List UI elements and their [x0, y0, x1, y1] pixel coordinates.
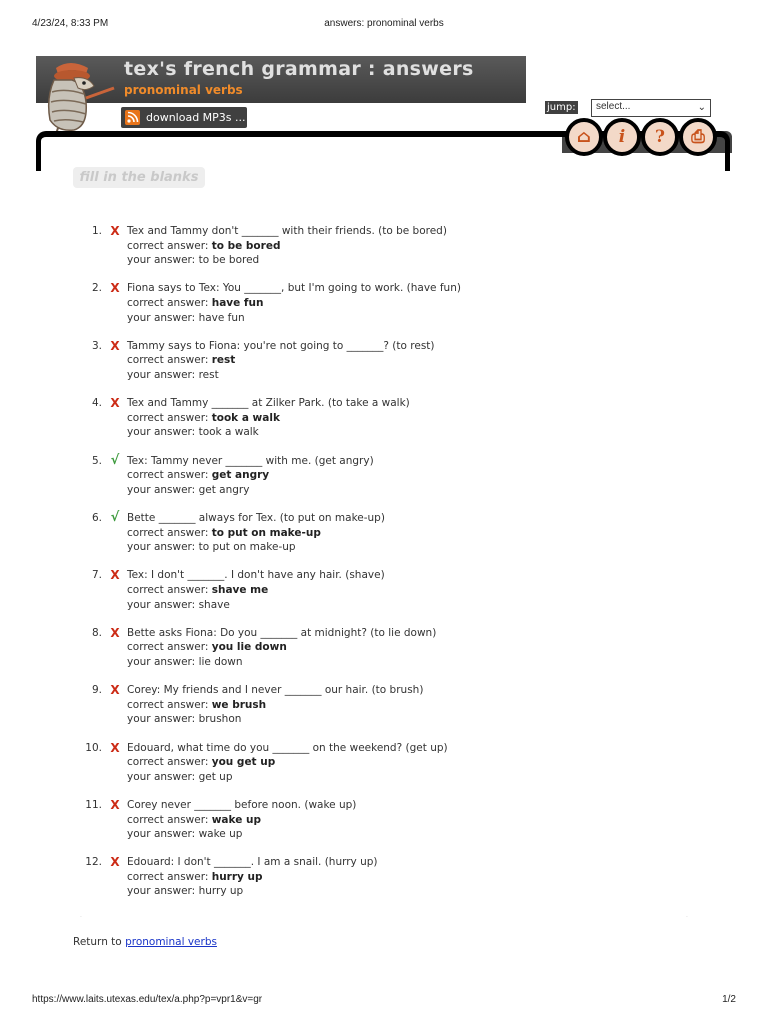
your-answer-line — [127, 368, 219, 383]
wrong-x-icon: X — [110, 338, 120, 353]
correct-answer-label: correct answer: — [127, 296, 209, 309]
correct-answer-value: have fun — [211, 296, 264, 309]
checkmark-icon: √ — [110, 452, 120, 468]
question-number: 2. — [91, 282, 102, 295]
your-answer-label: your answer: — [127, 713, 196, 726]
correct-answer-line — [127, 239, 280, 254]
question-text: Fiona says to Tex: You _______, but I'm going to work. (have fun) — [127, 282, 461, 295]
wrong-x-icon: X — [110, 396, 120, 411]
correct-answer-label: correct answer: — [127, 583, 209, 596]
question-text: Corey: My friends and I never _______ our hair. (to brush) — [127, 684, 424, 697]
your-answer-line — [127, 425, 259, 440]
answer-item — [80, 511, 700, 568]
your-answer-label: your answer: — [127, 254, 196, 267]
correct-answer-line — [127, 468, 269, 483]
your-answer-line — [127, 311, 245, 326]
your-answer-line — [127, 483, 249, 498]
your-answer-label: your answer: — [127, 885, 196, 898]
print-button[interactable] — [679, 118, 717, 156]
divider-dot: · — [80, 914, 82, 921]
divider-dot: · — [686, 914, 688, 921]
correct-answer-label: correct answer: — [127, 813, 209, 826]
correct-answer-line — [127, 296, 263, 311]
your-answer-value: brushon — [198, 713, 242, 726]
your-answer-label: your answer: — [127, 541, 196, 554]
correct-answer-label: correct answer: — [127, 469, 209, 482]
question-text: Edouard, what time do you _______ on the weekend? (get up) — [127, 741, 448, 754]
your-answer-value: get angry — [198, 483, 250, 496]
your-answer-value: took a walk — [198, 426, 259, 439]
your-answer-label: your answer: — [127, 311, 196, 324]
correct-answer-value: to put on make-up — [211, 526, 321, 539]
chevron-down-icon: ⌄ — [697, 102, 706, 113]
print-url: https://www.laits.utexas.edu/tex/a.php?p=vpr1&v=gr — [32, 994, 263, 1005]
question-text: Tex: Tammy never _______ with me. (get angry) — [127, 454, 374, 467]
correct-answer-line — [127, 353, 235, 368]
your-answer-line — [127, 770, 232, 785]
your-answer-line — [127, 540, 296, 555]
your-answer-label: your answer: — [127, 483, 196, 496]
question-text: Tex and Tammy _______ at Zilker Park. (to take a walk) — [127, 397, 410, 410]
jump-select[interactable] — [591, 99, 711, 117]
answer-item — [80, 683, 700, 740]
jump-selected-value: select... — [596, 101, 631, 112]
wrong-x-icon: X — [110, 740, 120, 755]
correct-answer-value: to be bored — [211, 239, 281, 252]
correct-answer-line — [127, 526, 321, 541]
your-answer-value: to put on make-up — [198, 541, 296, 554]
page-subtitle: pronominal verbs — [124, 83, 243, 97]
your-answer-line — [127, 253, 259, 268]
answer-list — [80, 224, 700, 913]
answer-item — [80, 224, 700, 281]
your-answer-label: your answer: — [127, 368, 196, 381]
tex-mascot-logo — [36, 58, 116, 134]
question-number: 4. — [91, 397, 102, 410]
correct-answer-label: correct answer: — [127, 756, 209, 769]
home-button[interactable] — [565, 118, 603, 156]
correct-answer-label: correct answer: — [127, 411, 209, 424]
question-number: 8. — [91, 626, 102, 639]
question-number: 3. — [91, 339, 102, 352]
question-number: 11. — [85, 798, 102, 811]
correct-answer-label: correct answer: — [127, 354, 209, 367]
your-answer-label: your answer: — [127, 770, 196, 783]
your-answer-value: rest — [198, 368, 219, 381]
return-line — [73, 936, 217, 948]
info-button[interactable] — [603, 118, 641, 156]
correct-answer-label: correct answer: — [127, 526, 209, 539]
your-answer-value: shave — [198, 598, 230, 611]
correct-answer-value: shave me — [211, 583, 269, 596]
checkmark-icon: √ — [110, 509, 120, 525]
your-answer-line — [127, 827, 242, 842]
answer-item — [80, 626, 700, 683]
jump-label: jump: — [547, 102, 576, 113]
your-answer-line — [127, 598, 230, 613]
your-answer-value: lie down — [198, 655, 243, 668]
correct-answer-label: correct answer: — [127, 641, 209, 654]
question-number: 7. — [91, 569, 102, 582]
your-answer-label: your answer: — [127, 828, 196, 841]
answer-item — [80, 568, 700, 625]
question-number: 9. — [91, 684, 102, 697]
question-number: 6. — [91, 511, 102, 524]
answer-item — [80, 454, 700, 511]
correct-answer-value: we brush — [211, 698, 267, 711]
download-mp3s-label: download MP3s ... — [146, 111, 246, 124]
answer-item — [80, 741, 700, 798]
your-answer-value: to be bored — [198, 254, 260, 267]
return-link[interactable]: pronominal verbs — [125, 936, 217, 948]
site-title: tex's french grammar : answers — [124, 58, 474, 80]
answer-item — [80, 281, 700, 338]
correct-answer-value: you get up — [211, 756, 276, 769]
wrong-x-icon: X — [110, 625, 120, 640]
question-text: Bette _______ always for Tex. (to put on make-up) — [127, 511, 385, 524]
answer-item — [80, 339, 700, 396]
correct-answer-label: correct answer: — [127, 239, 209, 252]
wrong-x-icon: X — [110, 568, 120, 583]
print-page-title: answers: pronominal verbs — [324, 18, 444, 29]
question-text: Tex: I don't _______. I don't have any hair. (shave) — [127, 569, 385, 582]
correct-answer-value: rest — [211, 354, 236, 367]
correct-answer-line — [127, 640, 287, 655]
wrong-x-icon: X — [110, 797, 120, 812]
your-answer-value: wake up — [198, 828, 243, 841]
section-title: fill in the blanks — [73, 167, 205, 188]
answer-item — [80, 798, 700, 855]
question-text: Bette asks Fiona: Do you _______ at midnight? (to lie down) — [127, 626, 437, 639]
your-answer-value: get up — [198, 770, 233, 783]
your-answer-label: your answer: — [127, 655, 196, 668]
question-text: Tammy says to Fiona: you're not going to _______? (to rest) — [127, 339, 435, 352]
your-answer-label: your answer: — [127, 598, 196, 611]
correct-answer-value: took a walk — [211, 411, 280, 424]
correct-answer-line — [127, 813, 261, 828]
info-icon: i — [618, 127, 626, 147]
your-answer-value: have fun — [198, 311, 245, 324]
correct-answer-line — [127, 411, 280, 426]
correct-answer-line — [127, 870, 263, 885]
your-answer-line — [127, 655, 243, 670]
rss-icon — [125, 110, 140, 125]
wrong-x-icon: X — [110, 855, 120, 870]
correct-answer-value: wake up — [211, 813, 261, 826]
print-datetime: 4/23/24, 8:33 PM — [32, 18, 109, 29]
correct-answer-line — [127, 698, 266, 713]
wrong-x-icon: X — [110, 224, 120, 238]
print-header — [32, 18, 736, 32]
home-icon: ⌂ — [576, 127, 592, 147]
correct-answer-value: hurry up — [211, 870, 263, 883]
correct-answer-value: get angry — [211, 469, 270, 482]
your-answer-value: hurry up — [198, 885, 244, 898]
your-answer-line — [127, 884, 243, 899]
correct-answer-value: you lie down — [211, 641, 287, 654]
question-number: 1. — [91, 225, 102, 237]
question-number: 12. — [85, 856, 102, 869]
print-footer — [32, 994, 736, 1008]
wrong-x-icon: X — [110, 683, 120, 698]
correct-answer-line — [127, 755, 275, 770]
correct-answer-line — [127, 583, 268, 598]
question-number: 5. — [91, 454, 102, 467]
your-answer-label: your answer: — [127, 426, 196, 439]
correct-answer-label: correct answer: — [127, 870, 209, 883]
question-number: 10. — [85, 741, 102, 754]
question-text: Corey never _______ before noon. (wake up) — [127, 798, 357, 811]
question-text: Tex and Tammy don't _______ with their friends. (to be bored) — [127, 225, 447, 237]
help-icon: ? — [655, 127, 665, 147]
question-text: Edouard: I don't _______. I am a snail. (hurry up) — [127, 856, 378, 869]
print-page-number: 1/2 — [722, 994, 736, 1005]
answer-item — [80, 396, 700, 453]
correct-answer-label: correct answer: — [127, 698, 209, 711]
answer-item — [80, 855, 700, 912]
help-button[interactable] — [641, 118, 679, 156]
return-prefix: Return to — [73, 936, 122, 948]
download-mp3s-button[interactable] — [121, 107, 247, 128]
your-answer-line — [127, 712, 241, 727]
print-icon: ⎙ — [691, 127, 705, 147]
wrong-x-icon: X — [110, 281, 120, 296]
